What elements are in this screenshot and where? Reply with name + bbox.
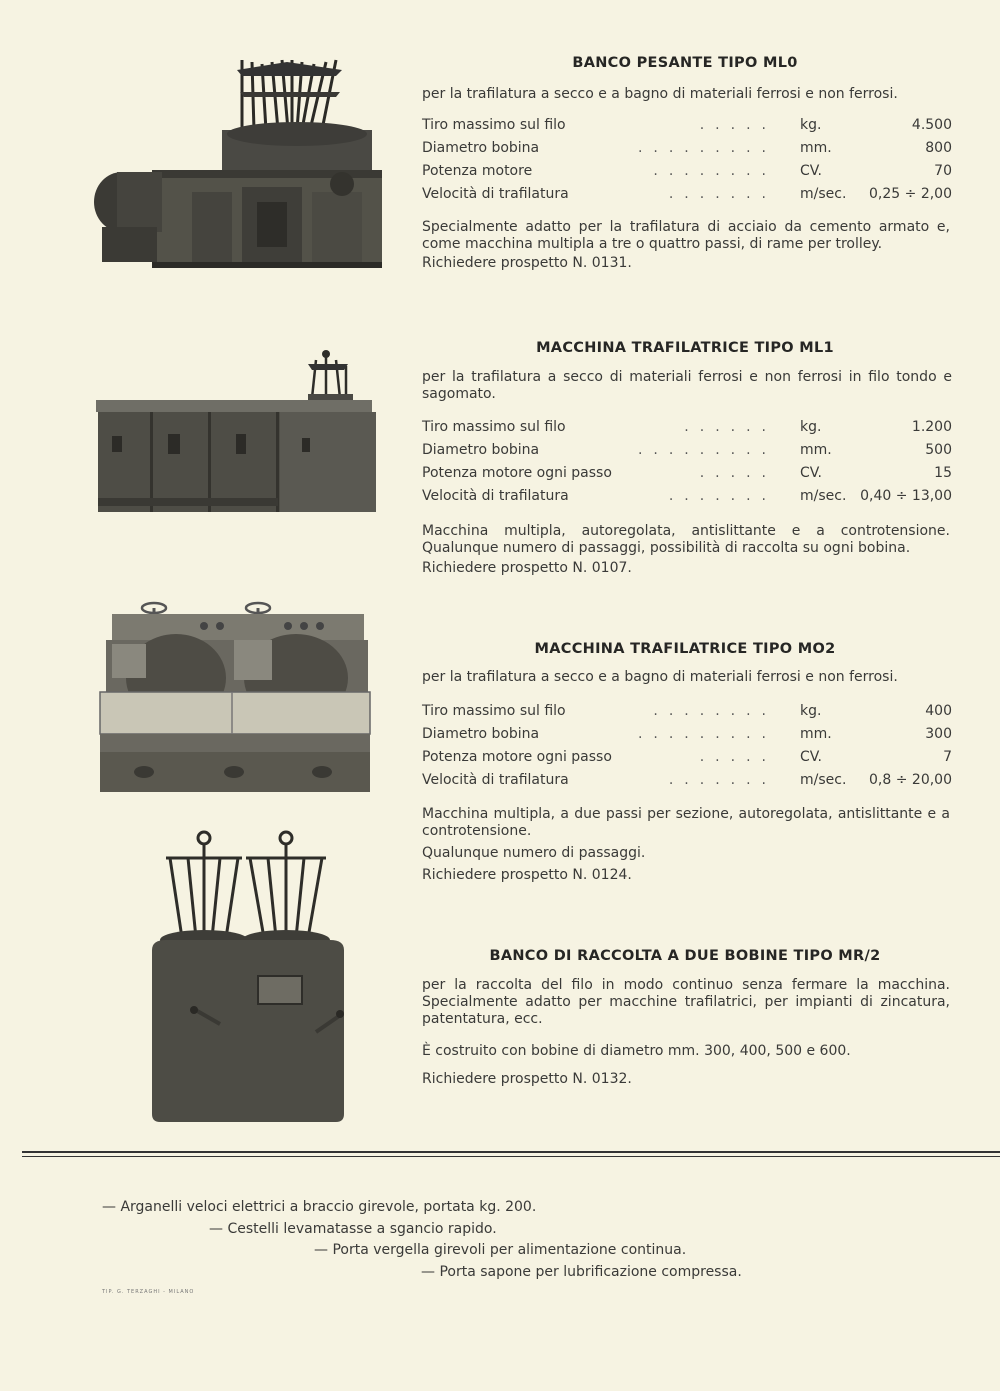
spec-value: 0,40 ÷ 13,00 bbox=[860, 488, 952, 504]
spec-label: Potenza motore ogni passo bbox=[422, 465, 612, 481]
leader-dots: ....... bbox=[668, 186, 777, 202]
accessory-item: — Porta sapone per lubrificazione compressa. bbox=[421, 1264, 742, 1280]
spec-value: 7 bbox=[943, 749, 952, 765]
spec-row bbox=[422, 488, 952, 511]
spec-row bbox=[422, 186, 952, 209]
product-title: MACCHINA TRAFILATRICE TIPO ML1 bbox=[536, 340, 834, 356]
brochure-reference: Richiedere prospetto N. 0132. bbox=[422, 1071, 632, 1087]
divider-rule bbox=[22, 1151, 1000, 1153]
spec-unit: kg. bbox=[800, 117, 822, 133]
spec-row bbox=[422, 419, 952, 442]
spec-row bbox=[422, 703, 952, 726]
brochure-reference: Richiedere prospetto N. 0107. bbox=[422, 560, 632, 576]
spec-unit: CV. bbox=[800, 465, 822, 481]
divider-rule bbox=[22, 1156, 1000, 1157]
ml0-machine-photo bbox=[92, 52, 384, 270]
spec-table bbox=[422, 117, 952, 209]
spec-unit: kg. bbox=[800, 703, 822, 719]
spec-row bbox=[422, 163, 952, 186]
printer-mark: TIP. G. TERZAGHI - MILANO bbox=[102, 1289, 195, 1295]
spec-label: Diametro bobina bbox=[422, 442, 540, 458]
spec-row bbox=[422, 772, 952, 795]
description-paragraph: Macchina multipla, a due passi per sezione, autoregolata, antislittante e a controtensione. bbox=[422, 806, 950, 839]
spec-label: Tiro massimo sul filo bbox=[422, 117, 566, 133]
spec-table bbox=[422, 703, 952, 795]
product-description bbox=[422, 806, 950, 890]
leader-dots: ...... bbox=[684, 419, 777, 435]
spec-row bbox=[422, 442, 952, 465]
spec-label: Velocità di trafilatura bbox=[422, 488, 569, 504]
leader-dots: ..... bbox=[699, 117, 777, 133]
spec-value: 0,8 ÷ 20,00 bbox=[869, 772, 952, 788]
spec-value: 400 bbox=[925, 703, 952, 719]
spec-row bbox=[422, 117, 952, 140]
spec-value: 0,25 ÷ 2,00 bbox=[869, 186, 952, 202]
spec-value: 500 bbox=[925, 442, 952, 458]
description-paragraph: Specialmente adatto per la trafilatura di acciaio da cemento armato e, come macchina multipla a tre o quattro passi, di rame per trolley. bbox=[422, 219, 950, 252]
ml1-machine-photo bbox=[90, 348, 380, 514]
leader-dots: ........ bbox=[653, 163, 777, 179]
description-paragraph: Qualunque numero di passaggi. bbox=[422, 845, 646, 861]
spec-label: Potenza motore bbox=[422, 163, 533, 179]
spec-row bbox=[422, 140, 952, 163]
spec-label: Velocità di trafilatura bbox=[422, 772, 569, 788]
brochure-reference: Richiedere prospetto N. 0131. bbox=[422, 255, 632, 271]
product-subtitle: per la trafilatura a secco e a bagno di materiali ferrosi e non ferrosi. bbox=[422, 669, 898, 685]
leader-dots: ....... bbox=[668, 488, 777, 504]
leader-dots: ......... bbox=[637, 442, 777, 458]
spec-label: Diametro bobina bbox=[422, 140, 540, 156]
spec-value: 70 bbox=[934, 163, 952, 179]
spec-unit: kg. bbox=[800, 419, 822, 435]
spec-row bbox=[422, 726, 952, 749]
spec-label: Tiro massimo sul filo bbox=[422, 703, 566, 719]
mo2-machine-photo bbox=[96, 600, 376, 800]
product-title: BANCO DI RACCOLTA A DUE BOBINE TIPO MR/2 bbox=[489, 948, 881, 964]
product-description bbox=[422, 523, 950, 583]
spec-label: Diametro bobina bbox=[422, 726, 540, 742]
leader-dots: ........ bbox=[653, 703, 777, 719]
spec-value: 800 bbox=[925, 140, 952, 156]
spec-unit: m/sec. bbox=[800, 186, 847, 202]
product-description bbox=[422, 219, 950, 278]
leader-dots: ..... bbox=[699, 465, 777, 481]
description-paragraph: È costruito con bobine di diametro mm. 300, 400, 500 e 600. bbox=[422, 1043, 851, 1059]
description-paragraph: Macchina multipla, autoregolata, antislittante e a controtensione. Qualunque numero di passaggi, possibilità di raccolta su ogni bobina. bbox=[422, 523, 950, 556]
spec-unit: CV. bbox=[800, 749, 822, 765]
product-subtitle: per la trafilatura a secco di materiali ferrosi e non ferrosi in filo tondo e sagomato. bbox=[422, 369, 952, 402]
spec-unit: m/sec. bbox=[800, 772, 847, 788]
spec-row bbox=[422, 465, 952, 488]
spec-value: 15 bbox=[934, 465, 952, 481]
leader-dots: ....... bbox=[668, 772, 777, 788]
spec-value: 4.500 bbox=[911, 117, 952, 133]
spec-label: Potenza motore ogni passo bbox=[422, 749, 612, 765]
accessory-item: — Arganelli veloci elettrici a braccio girevole, portata kg. 200. bbox=[102, 1199, 537, 1215]
mr2-machine-photo bbox=[146, 828, 352, 1126]
product-title: MACCHINA TRAFILATRICE TIPO MO2 bbox=[534, 641, 836, 657]
product-subtitle: per la trafilatura a secco e a bagno di materiali ferrosi e non ferrosi. bbox=[422, 86, 898, 102]
leader-dots: ......... bbox=[637, 140, 777, 156]
spec-value: 300 bbox=[925, 726, 952, 742]
spec-unit: mm. bbox=[800, 442, 832, 458]
spec-table bbox=[422, 419, 952, 511]
accessory-item: — Cestelli levamatasse a sgancio rapido. bbox=[209, 1221, 497, 1237]
spec-label: Tiro massimo sul filo bbox=[422, 419, 566, 435]
spec-label: Velocità di trafilatura bbox=[422, 186, 569, 202]
leader-dots: ..... bbox=[699, 749, 777, 765]
leader-dots: ......... bbox=[637, 726, 777, 742]
spec-unit: mm. bbox=[800, 726, 832, 742]
spec-row bbox=[422, 749, 952, 772]
brochure-reference: Richiedere prospetto N. 0124. bbox=[422, 867, 632, 883]
spec-value: 1.200 bbox=[911, 419, 952, 435]
description-paragraph: per la raccolta del filo in modo continuo senza fermare la macchina. Specialmente adatto per macchine trafilatrici, per impianti di zincatura, patentatura, ecc. bbox=[422, 977, 950, 1027]
product-description bbox=[422, 977, 950, 1094]
accessory-item: — Porta vergella girevoli per alimentazione continua. bbox=[314, 1242, 687, 1258]
spec-unit: mm. bbox=[800, 140, 832, 156]
product-title: BANCO PESANTE TIPO ML0 bbox=[572, 55, 798, 71]
spec-unit: CV. bbox=[800, 163, 822, 179]
spec-unit: m/sec. bbox=[800, 488, 847, 504]
